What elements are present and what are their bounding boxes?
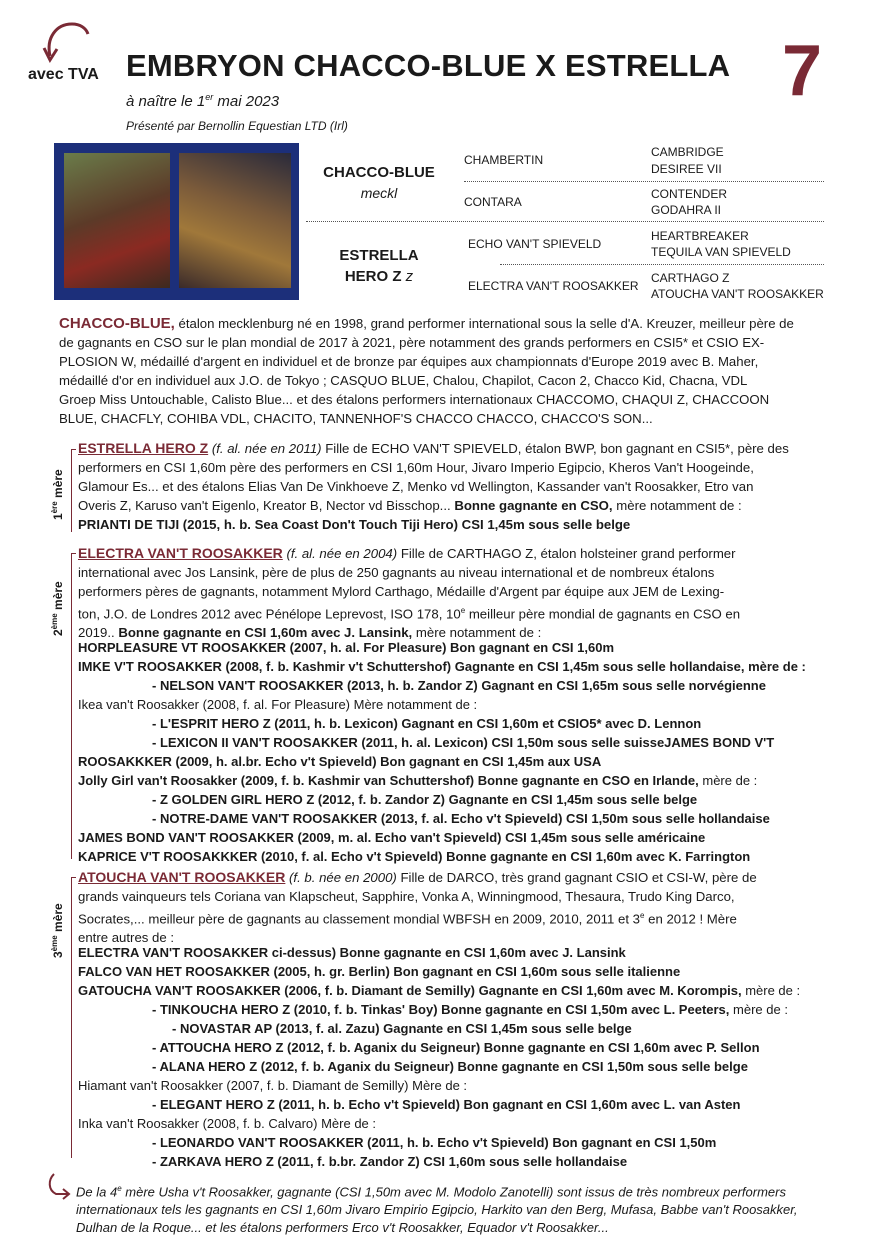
mere3-entry: FALCO VAN HET ROOSAKKER (2005, h. gr. Berlin) Bon gagnant en CSI 1,60m sous selle italienne xyxy=(78,964,681,979)
pedigree-g3-8: ATOUCHA VAN'T ROOSAKKER xyxy=(651,287,824,301)
mere3-entry: Inka van't Roosakker (2008, f. b. Calvaro) Mère de : xyxy=(78,1116,377,1131)
mere3-entry: ELECTRA VAN'T ROOSAKKER ci-dessus) Bonne gagnante en CSI 1,60m avec J. Lansink xyxy=(78,945,626,960)
mere2-entry: KAPRICE V'T ROOSAKKKER (2010, f. al. Echo v't Spieveld) Bonne gagnante en CSI 1,60m avec K. Farrington xyxy=(78,849,751,864)
mere2-entry: - NELSON VAN'T ROOSAKKER (2013, h. b. Zandor Z) Gagnant en CSI 1,65m sous selle norvégienne xyxy=(152,678,766,693)
dam-photo xyxy=(179,153,291,288)
tva-label: avec TVA xyxy=(28,66,99,83)
mere2-entry: IMKE V'T ROOSAKKER (2008, f. b. Kashmir v't Schuttershof) Gagnante en CSI 1,45m sous selle hollandaise, mère de : xyxy=(78,659,806,674)
pedigree-g3-3: CONTENDER xyxy=(651,187,728,201)
lot-number: 7 xyxy=(782,31,823,111)
return-arrow-icon xyxy=(46,1172,72,1200)
mere3-description: ATOUCHA VAN'T ROOSAKKER (f. b. née en 2000) Fille de DARCO, très grand gagnant CSIO et CSI-W, père de grands vainqueurs tels Coriana van Klapscheut, Sapphire, Vonka A, Winningmood, Thesaura, Trudo King Darco, Socrates,... meilleur père de gagnants au classement mondial WBFSH en 2009, 2010, 2011 et 3e en 2012 ! Mère entre autres de : xyxy=(78,869,757,946)
mere2-entry: - LEXICON II VAN'T ROOSAKKER (2011, h. al. Lexicon) CSI 1,50m sous selle suisseJAMES BOND V'T xyxy=(152,735,775,750)
mere2-bracket xyxy=(71,553,76,859)
mere3-bracket xyxy=(71,877,76,1158)
pedigree-divider xyxy=(306,221,824,222)
mere2-entry: HORPLEASURE VT ROOSAKKER (2007, h. al. For Pleasure) Bon gagnant en CSI 1,60m xyxy=(78,640,615,655)
pedigree-dam-line1: ESTRELLA xyxy=(339,247,419,264)
pedigree-g3-5: HEARTBREAKER xyxy=(651,229,749,243)
pedigree-divider-sire xyxy=(464,181,824,182)
pedigree-sire: CHACCO-BLUE xyxy=(323,164,435,181)
presented-by: Présenté par Bernollin Equestian LTD (Irl) xyxy=(126,119,348,133)
pedigree-g2-3: ECHO VAN'T SPIEVELD xyxy=(468,237,602,251)
page-title: EMBRYON CHACCO-BLUE X ESTRELLA xyxy=(126,48,731,83)
pedigree-g3-1: CAMBRIDGE xyxy=(651,145,724,159)
mere3-entry: GATOUCHA VAN'T ROOSAKKER (2006, f. b. Diamant de Semilly) Gagnante en CSI 1,60m avec M. Korompis, mère de : xyxy=(78,983,801,998)
mere2-entry: - NOTRE-DAME VAN'T ROOSAKKER (2013, f. al. Echo v't Spieveld) CSI 1,50m sous selle hollandaise xyxy=(152,811,770,826)
horse-photos xyxy=(54,143,299,300)
mere3-entry: - LEONARDO VAN'T ROOSAKKER (2011, h. b. Echo v't Spieveld) Bon gagnant en CSI 1,50m xyxy=(152,1135,717,1150)
mere3-entry: - ELEGANT HERO Z (2011, h. b. Echo v't Spieveld) Bon gagnant en CSI 1,60m avec L. van Asten xyxy=(152,1097,741,1112)
mere3-label: 3ème mère xyxy=(50,903,65,958)
pedigree-g2-4: ELECTRA VAN'T ROOSAKKER xyxy=(468,279,639,293)
mere3-entry: Hiamant van't Roosakker (2007, f. b. Diamant de Semilly) Mère de : xyxy=(78,1078,468,1093)
mere1-bracket xyxy=(71,449,76,532)
curved-arrow-icon xyxy=(42,18,92,64)
pedigree-g2-2: CONTARA xyxy=(464,195,522,209)
mere2-entry: ROOSAKKKER (2009, h. al.br. Echo v't Spieveld) Bon gagnant en CSI 1,45m aux USA xyxy=(78,754,602,769)
mere3-entry: - TINKOUCHA HERO Z (2010, f. b. Tinkas' Boy) Bonne gagnante en CSI 1,50m avec L. Peeters, mère de : xyxy=(152,1002,788,1017)
pedigree-g3-6: TEQUILA VAN SPIEVELD xyxy=(651,245,791,259)
mere3-entry: - ATTOUCHA HERO Z (2012, f. b. Aganix du Seigneur) Bonne gagnante en CSI 1,60m avec P. Sellon xyxy=(152,1040,760,1055)
pedigree-g3-4: GODAHRA II xyxy=(651,203,722,217)
pedigree-divider-dam xyxy=(500,264,824,265)
mere3-entry: - ZARKAVA HERO Z (2011, f. b.br. Zandor Z) CSI 1,60m sous selle hollandaise xyxy=(152,1154,628,1169)
pedigree-g3-2: DESIREE VII xyxy=(651,162,722,176)
mere3-entry: - NOVASTAR AP (2013, f. al. Zazu) Gagnante en CSI 1,45m sous selle belge xyxy=(172,1021,632,1036)
birth-date: à naître le 1er mai 2023 xyxy=(126,92,280,110)
pedigree-dam: HERO Z z xyxy=(344,268,414,285)
mere2-entry: - Z GOLDEN GIRL HERO Z (2012, f. b. Zandor Z) Gagnante en CSI 1,45m sous selle belge xyxy=(152,792,698,807)
sire-description: CHACCO-BLUE, étalon mecklenburg né en 1998, grand performer international sous la selle d'A. Kreuzer, meilleur père de de gagnants en CSO sur le plan mondial de 2017 à 2021, père notamment des grands performers en CSI5* et CSIO EX- PLOSION W, médaillé d'argent en individuel et de bronze par équipes aux championnats d'Europe 2019 avec B. Maher, médaillé d'or en individuel aux J.O. de Tokyo ; CASQUO BLUE, Chalou, Chapilot, Cacon 2, Chacco Kid, Chacna, VDL Groep Miss Untouchable, Calisto Blue... et des étalons performers internationaux CHACCOMO, CHAQUI Z, CHACCOON BLUE, CHACFLY, COHIBA VDL, CHACITO, TANNENHOF'S CHACCO CHACCO, CHACCO'S SON... xyxy=(59,315,794,426)
footer-note: De la 4e mère Usha v't Roosakker, gagnante (CSI 1,50m avec M. Modolo Zanotelli) sont issus de très nombreux performers internationaux tels les gagnants en CSI 1,60m Jivaro Empirio Egipcio, Harkito van den Berg, Mufasa, Babbe van't Roosakker, Dulhan de la Roque... et les étalons performers Erco v't Roosakker, Equador v't Roosakker... xyxy=(76,1184,798,1236)
mere3-entry: - ALANA HERO Z (2012, f. b. Aganix du Seigneur) Bonne gagnante en CSI 1,50m sous selle belge xyxy=(152,1059,748,1074)
mere2-description: ELECTRA VAN'T ROOSAKKER (f. al. née en 2004) Fille de CARTHAGO Z, étalon holsteiner grand performer international avec Jos Lansink, père de plus de 250 gagnants au niveau international et de nombreux étalons performers pères de gagnants, notamment Mylord Carthago, Médaille d'Argent par équipe aux JEM de Lexing- ton, J.O. de Londres 2012 avec Pénélope Leprevost, ISO 178, 10e meilleur père mondial de gagnants en CSO en 2019.. Bonne gagnante en CSI 1,60m avec J. Lansink, mère notamment de : xyxy=(78,545,741,641)
sire-photo xyxy=(64,153,170,288)
mere1-description: ESTRELLA HERO Z (f. al. née en 2011) Fille de ECHO VAN'T SPIEVELD, étalon BWP, bon gagnant en CSI5*, père des performers en CSI 1,60m père des performers en CSI 1,60m Hour, Jivaro Imperio Egipcio, Kheros Van't Hoogeinde, Glamour Es... et des étalons Elias Van De Vinkhoeve Z, Menko vd Wellington, Kassander van't Roosakker, Etro van Overis Z, Karuso van't Eigenlo, Kreator B, Nector vd Bisschop... Bonne gagnante en CSO, mère notamment de : PRIANTI DE TIJI (2015, h. b. Sea Coast Don't Touch Tiji Hero) CSI 1,45m sous selle belge xyxy=(78,440,789,532)
mere2-entry: Ikea van't Roosakker (2008, f. al. For Pleasure) Mère notamment de : xyxy=(78,697,478,712)
mere1-label: 1ère mère xyxy=(50,469,65,520)
mere2-entry: - L'ESPRIT HERO Z (2011, h. b. Lexicon) Gagnant en CSI 1,60m et CSIO5* avec D. Lennon xyxy=(152,716,702,731)
pedigree-g3-7: CARTHAGO Z xyxy=(651,271,730,285)
mere2-entry: JAMES BOND VAN'T ROOSAKKER (2009, m. al. Echo van't Spieveld) CSI 1,45m sous selle américaine xyxy=(78,830,706,845)
pedigree-sire-breed: meckl xyxy=(360,185,398,201)
mere2-label: 2ème mère xyxy=(50,581,65,636)
pedigree-g2-1: CHAMBERTIN xyxy=(464,153,544,167)
mere2-entry: Jolly Girl van't Roosakker (2009, f. b. Kashmir van Schuttershof) Bonne gagnante en CSO en Irlande, mère de : xyxy=(78,773,758,788)
